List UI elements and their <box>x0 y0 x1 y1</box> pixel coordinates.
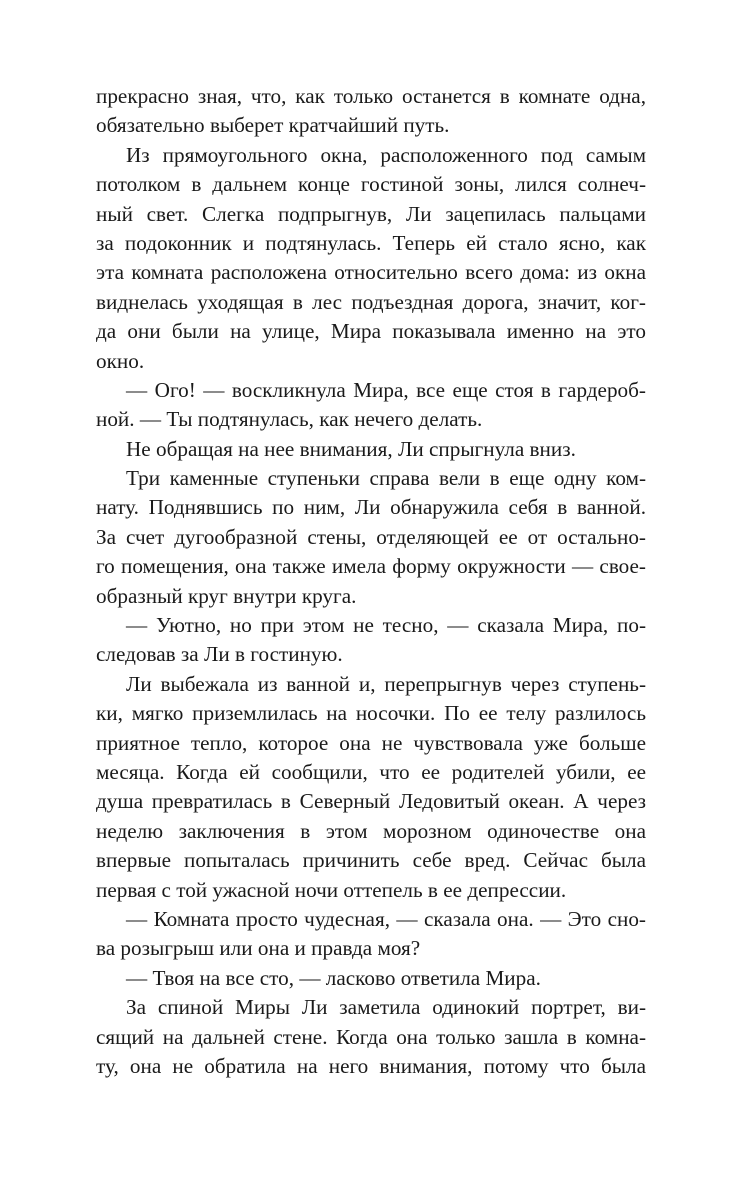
text-line: приятное тепло, которое она не чувствовала уже больше <box>96 730 646 755</box>
text-line: За спиной Миры Ли заметила одинокий портрет, ви- <box>126 995 646 1020</box>
text-line: го помещения, она также имела форму окружности — свое- <box>96 554 646 579</box>
text-line: Не обращая на нее внимания, Ли спрыгнула вниз. <box>126 436 576 461</box>
book-page-text <box>96 82 646 1081</box>
text-line: окно. <box>96 348 145 373</box>
text-line: Ли выбежала из ванной и, перепрыгнув через ступень- <box>126 671 646 696</box>
text-line: ной. — Ты подтянулась, как нечего делать. <box>96 407 483 432</box>
text-line: ва розыгрыш или она и правда моя? <box>96 936 421 961</box>
text-line: За счет дугообразной стены, отделяющей ее от остально- <box>96 524 646 549</box>
text-line: месяца. Когда ей сообщили, что ее родителей убили, ее <box>96 759 646 784</box>
text-line: потолком в дальнем конце гостиной зоны, лился солнеч- <box>96 172 646 197</box>
paragraph <box>96 435 646 464</box>
text-line: виднелась уходящая в лес подъездная дорога, значит, ког- <box>96 289 646 314</box>
text-line: следовав за Ли в гостиную. <box>96 642 343 667</box>
text-line: первая с той ужасной ночи оттепель в ее депрессии. <box>96 877 567 902</box>
paragraph <box>96 611 646 670</box>
text-line: за подоконник и подтянулась. Теперь ей стало ясно, как <box>96 230 646 255</box>
text-line: — Твоя на все сто, — ласково ответила Мира. <box>126 965 541 990</box>
text-line: ту, она не обратила на него внимания, потому что была <box>96 1053 646 1078</box>
text-line: прекрасно зная, что, как только останется в комнате одна, <box>96 84 646 108</box>
paragraph <box>96 82 646 141</box>
text-line: — Комната просто чудесная, — сказала она. — Это сно- <box>126 906 646 931</box>
text-line: — Ого! — воскликнула Мира, все еще стоя в гардероб- <box>126 377 646 402</box>
text-line: ный свет. Слегка подпрыгнув, Ли зацепилась пальцами <box>96 201 646 226</box>
text-line: Три каменные ступеньки справа вели в еще одну ком- <box>126 466 646 491</box>
text-line: образный круг внутри круга. <box>96 583 357 608</box>
text-line: впервые попыталась причинить себе вред. Сейчас была <box>96 848 646 873</box>
paragraph <box>96 376 646 435</box>
paragraph <box>96 905 646 964</box>
text-line: эта комната расположена относительно всего дома: из окна <box>96 260 646 285</box>
text-line: нату. Поднявшись по ним, Ли обнаружила себя в ванной. <box>96 495 646 520</box>
text-line: ки, мягко приземлилась на носочки. По ее телу разлилось <box>96 701 646 726</box>
paragraph <box>96 464 646 611</box>
text-line: Из прямоугольного окна, расположенного под самым <box>126 142 646 167</box>
paragraph <box>96 141 646 376</box>
text-line: сящий на дальней стене. Когда она только зашла в комна- <box>96 1024 646 1049</box>
paragraph <box>96 670 646 905</box>
text-line: да они были на улице, Мира показывала именно на это <box>96 319 646 344</box>
paragraph <box>96 964 646 993</box>
text-line: душа превратилась в Северный Ледовитый океан. А через <box>96 789 646 814</box>
text-line: — Уютно, но при этом не тесно, — сказала Мира, по- <box>126 613 646 638</box>
paragraph <box>96 993 646 1081</box>
text-line: неделю заключения в этом морозном одиночестве она <box>96 818 646 843</box>
text-line: обязательно выберет кратчайший путь. <box>96 113 450 138</box>
